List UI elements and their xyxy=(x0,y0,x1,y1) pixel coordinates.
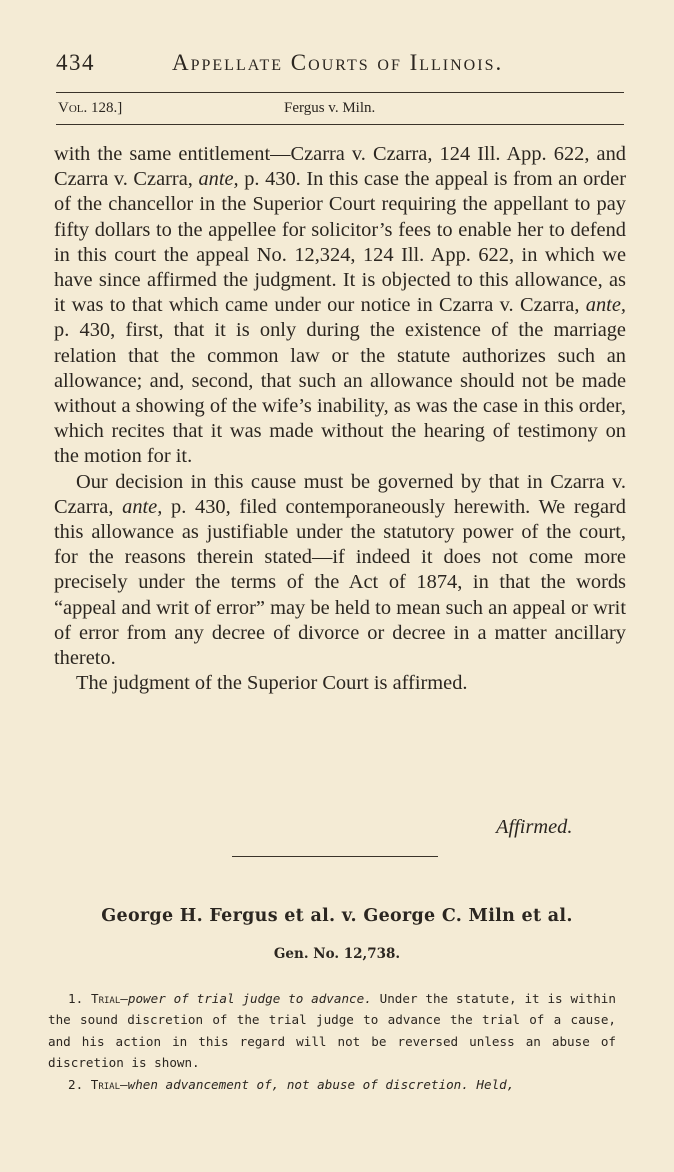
court-title: Appellate Courts of Illinois. xyxy=(172,50,504,75)
case-title: George H. Fergus et al. v. George C. Miln et al. xyxy=(101,906,573,926)
opinion-paragraph-1 xyxy=(54,142,626,470)
opinion-p2-text-1: Our decision in this cause must be governed by that in Czarra v. Czarra, xyxy=(54,470,626,518)
opinion-paragraph-3: The judgment of the Superior Court is affirmed. xyxy=(76,672,468,695)
volume-label: Vol. 128.] xyxy=(58,100,123,116)
syllabus xyxy=(48,988,616,1095)
opinion-p1-text-2: p. 430. In this case the appeal is from an order of the chancellor in the Superior Court requiring the appellant to pay fifty dollars to the appellee for solicitor’s fees to enable her to defend in this court the appeal No. 12,324, 124 Ill. App. 622, in which we have since affirmed the judgment. It is objected to this allowance, as it was to that which came under our notice in Czarra v. Czarra, xyxy=(54,168,626,317)
syllabus-heading: when advancement of, not abuse of discretion. xyxy=(127,1076,469,1092)
syllabus-number: 1. xyxy=(68,991,84,1006)
opinion-text xyxy=(54,142,626,696)
syllabus-number: 2. xyxy=(68,1076,84,1092)
syllabus-item: 1. Trial—power of trial judge to advance. Under the statute, it is within the sound discretion of the trial judge to advance the trial of a cause, and his action in this regard will not be reversed unless an abuse of discretion is shown. xyxy=(48,991,616,1071)
page-number: 434 xyxy=(56,50,95,75)
header-rule-top xyxy=(56,92,624,93)
section-divider xyxy=(232,856,438,857)
syllabus-text: Held, xyxy=(476,1076,515,1092)
syllabus-topic: Trial xyxy=(90,1076,121,1092)
docket-number: Gen. No. 12,738. xyxy=(273,946,401,962)
short-case-title: Fergus v. Miln. xyxy=(284,100,376,116)
running-head xyxy=(56,50,626,84)
opinion-p1-text-3: p. 430, first, that it is only during the existence of the marriage relation that the common law or the statute authorizes such an allowance; and, second, that such an allowance should not be made without a showing of the wife’s inability, as was the case in this order, which recites that it was made without the hearing of testimony on the motion for it. xyxy=(54,319,626,468)
opinion-p1-text-1: with the same entitlement—Czarra v. Czarra, 124 Ill. App. 622, and Czarra v. Czarra, xyxy=(54,143,626,191)
disposition: Affirmed. xyxy=(496,816,573,838)
opinion-p1-ante-1: ante, xyxy=(198,168,239,191)
opinion-p2-ante: ante, xyxy=(122,495,163,518)
opinion-p2-text-2: p. 430, filed contemporaneously herewith. We regard this allowance as justifiable under the statutory power of the court, for the reasons therein stated—if indeed it does not come more precisely under the terms of the Act of 1874, in that the words “appeal and writ of error” may be held to mean such an appeal or writ of error from any decree of divorce or decree in a matter ancillary thereto. xyxy=(54,495,626,670)
opinion-paragraph-2 xyxy=(54,470,626,672)
syllabus-heading: power of trial judge to advance. xyxy=(127,991,372,1006)
syllabus-item: 2. Trial—when advancement of, not abuse of discretion. Held, xyxy=(68,1076,515,1092)
case-line xyxy=(58,100,624,122)
syllabus-text: Under the statute, it is within the sound discretion of the trial judge to advance the trial of a cause, and his action in this regard will not be reversed unless an abuse of discretion is shown. xyxy=(48,991,616,1071)
syllabus-topic: Trial xyxy=(91,991,121,1006)
header-rule-bottom xyxy=(56,124,624,125)
opinion-p1-ante-2: ante, xyxy=(585,294,626,317)
